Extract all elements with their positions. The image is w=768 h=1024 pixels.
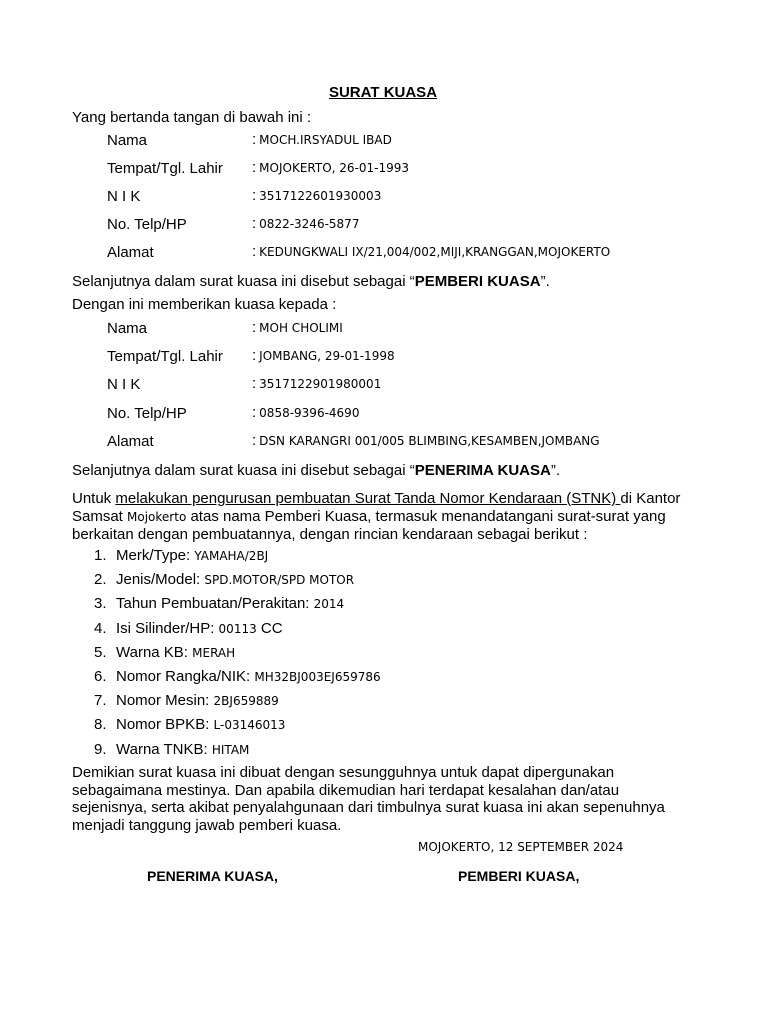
vehicle-item: [94, 595, 381, 619]
grantee-phone-label: No. Telp/HP: [107, 405, 187, 422]
item-number: 4.: [94, 619, 107, 637]
grantee-sentence: [72, 462, 560, 479]
vehicle-item: [94, 571, 381, 595]
grantee-address: DSN KARANGRI 001/005 BLIMBING,KESAMBEN,JOMBANG: [259, 434, 600, 448]
item-label: Jenis/Model:: [116, 571, 205, 589]
grantee-birth-label: Tempat/Tgl. Lahir: [107, 348, 223, 365]
vehicle-item: [94, 740, 381, 765]
grantee-name: MOH CHOLIMI: [259, 321, 343, 335]
colon: :: [252, 319, 257, 336]
grantor-phone-value: [252, 215, 359, 232]
grantor-role: PEMBERI KUASA: [414, 273, 541, 290]
grantor-nik-value: [252, 187, 381, 204]
grantor-name-value: [252, 131, 392, 148]
grantee-phone: 0858-9396-4690: [259, 406, 360, 420]
grantee-nik: 3517122901980001: [259, 377, 382, 391]
item-value: SPD.MOTOR/SPD MOTOR: [204, 573, 355, 588]
colon: :: [252, 404, 257, 421]
grantor-phone: 0822-3246-5877: [259, 217, 360, 231]
grantor-nik-label: N I K: [107, 188, 141, 205]
item-label: Nomor BPKB:: [116, 716, 214, 734]
item-number: 6.: [94, 667, 107, 685]
purpose-text: Untuk: [72, 490, 116, 507]
purpose-paragraph: [72, 490, 682, 544]
grantee-phone-value: [252, 404, 359, 421]
grantor-address-label: Alamat: [107, 244, 154, 261]
vehicle-item: [94, 692, 381, 716]
item-suffix: CC: [256, 619, 283, 637]
grantor-phone-label: No. Telp/HP: [107, 216, 187, 233]
item-label: Warna TNKB:: [116, 740, 212, 758]
sentence-text: Selanjutnya dalam surat kuasa ini disebut sebagai “: [72, 462, 415, 479]
place-date: MOJOKERTO, 12 SEPTEMBER 2024: [418, 840, 624, 854]
colon: :: [252, 432, 257, 449]
grantor-name-label: Nama: [107, 132, 148, 149]
vehicle-item: [94, 643, 381, 668]
grantor-address-value: [252, 243, 610, 260]
item-number: 8.: [94, 716, 107, 734]
grantor-birth-value: [252, 159, 409, 176]
item-label: Nomor Mesin:: [116, 692, 214, 710]
vehicle-list: [72, 547, 381, 765]
grantee-birth: JOMBANG, 29-01-1998: [259, 349, 395, 363]
grantor-birth: MOJOKERTO, 26-01-1993: [259, 161, 410, 175]
item-number: 7.: [94, 692, 107, 710]
purpose-underlined: melakukan pengurusan pembuatan Surat Tanda Nomor Kendaraan (STNK): [115, 490, 621, 507]
item-value: MH32BJ003EJ659786: [254, 669, 381, 684]
sentence-end: ”.: [550, 462, 561, 479]
sentence-end: ”.: [540, 273, 550, 290]
colon: :: [252, 187, 257, 204]
vehicle-item: [94, 547, 381, 571]
item-value: MERAH: [192, 645, 236, 660]
vehicle-item: [94, 716, 381, 740]
grantor-sentence: [72, 273, 550, 290]
grantee-name-value: [252, 319, 343, 336]
closing-paragraph: Demikian surat kuasa ini dibuat dengan sesungguhnya untuk dapat dipergunakan sebagaimana mestinya. Dan apabila dikemudian hari terdapat kesalahan dan/atau sejenisnya, serta akibat penyalahgunaan dari timbulnya surat kuasa ini akan sepenuhnya menjadi tanggung jawab pemberi kuasa.: [72, 764, 665, 834]
vehicle-item: [94, 667, 381, 692]
colon: :: [252, 131, 257, 148]
grantee-nik-label: N I K: [107, 376, 141, 393]
colon: :: [252, 243, 257, 260]
letter-title: SURAT KUASA: [328, 84, 438, 101]
item-label: Tahun Pembuatan/Perakitan:: [116, 595, 314, 613]
item-value: HITAM: [211, 742, 250, 757]
grantor-address: KEDUNGKWALI IX/21,004/002,MIJI,KRANGGAN,MOJOKERTO: [259, 245, 611, 259]
grantor-nik: 3517122601930003: [259, 189, 382, 203]
giver-signature-label: PEMBERI KUASA,: [458, 868, 580, 884]
receiver-signature-label: PENERIMA KUASA,: [147, 868, 278, 884]
purpose-city: Mojokerto: [127, 509, 187, 524]
item-label: Nomor Rangka/NIK:: [116, 667, 255, 685]
item-value: 2014: [313, 597, 345, 612]
item-number: 5.: [94, 643, 107, 661]
sentence-text: Selanjutnya dalam surat kuasa ini disebut sebagai “: [72, 273, 415, 290]
item-value: YAMAHA/2BJ: [194, 549, 269, 563]
grantor-birth-label: Tempat/Tgl. Lahir: [107, 160, 223, 177]
vehicle-item: [94, 619, 381, 644]
purpose-text: di Kantor Samsat: [72, 490, 681, 525]
purpose-text: atas nama Pemberi Kuasa, termasuk menandatangani surat-surat yang berkaitan dengan pembuatannya, dengan rincian kendaraan sebagai berikut :: [72, 507, 666, 543]
grantee-birth-value: [252, 347, 395, 364]
item-number: 1.: [94, 547, 107, 564]
item-number: 3.: [94, 595, 107, 613]
grantee-address-label: Alamat: [107, 433, 154, 450]
item-number: 9.: [94, 740, 107, 758]
colon: :: [252, 159, 257, 176]
colon: :: [252, 375, 257, 392]
grantee-address-value: [252, 432, 600, 449]
colon: :: [252, 215, 257, 232]
grantee-role: PENERIMA KUASA: [414, 462, 551, 479]
item-label: Warna KB:: [116, 643, 193, 661]
grantee-name-label: Nama: [107, 320, 148, 337]
item-value: 00113: [218, 621, 257, 636]
colon: :: [252, 347, 257, 364]
grant-intro: Dengan ini memberikan kuasa kepada :: [72, 296, 337, 313]
item-label: Merk/Type:: [116, 547, 195, 564]
item-value: 2BJ659889: [213, 694, 279, 709]
item-number: 2.: [94, 571, 107, 589]
grantor-name: MOCH.IRSYADUL IBAD: [259, 133, 392, 147]
grantee-nik-value: [252, 375, 381, 392]
intro-text: Yang bertanda tangan di bawah ini :: [72, 109, 312, 126]
item-value: L-03146013: [213, 718, 286, 733]
item-label: Isi Silinder/HP:: [116, 619, 219, 637]
